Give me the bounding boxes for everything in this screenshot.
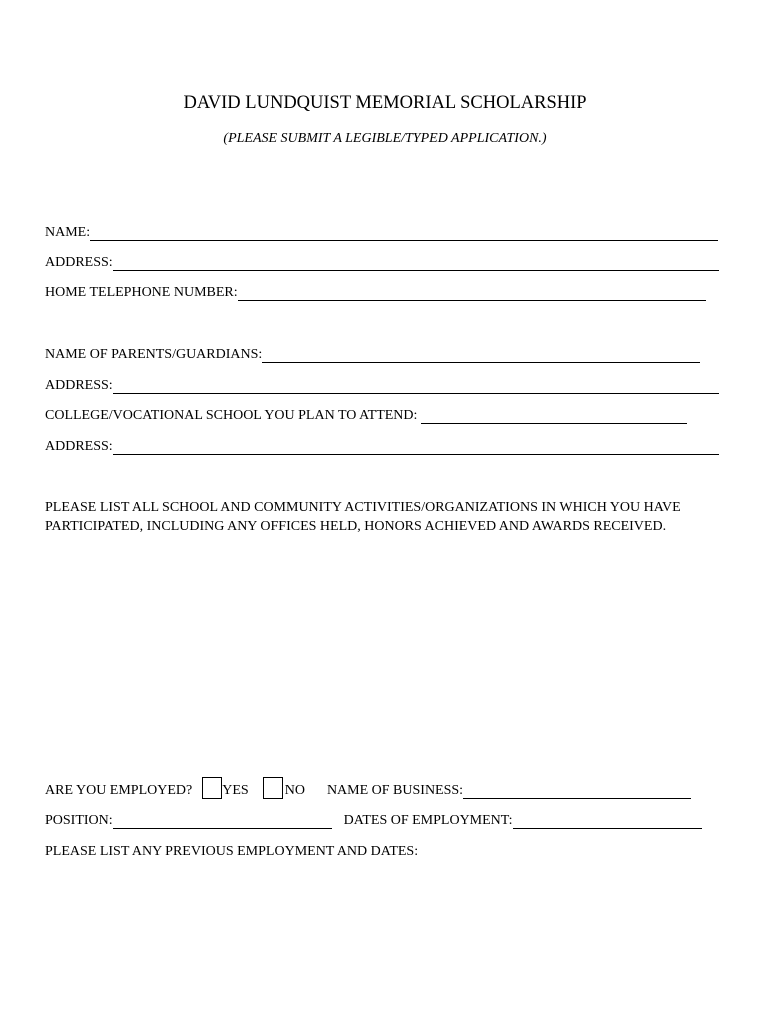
phone-row	[45, 284, 706, 301]
school-row	[45, 407, 687, 424]
address-field[interactable]	[113, 255, 719, 271]
parents-address-row	[45, 377, 719, 394]
dates-label: DATES OF EMPLOYMENT:	[343, 813, 513, 828]
activities-prompt: PLEASE LIST ALL SCHOOL AND COMMUNITY ACTIVITIES/ORGANIZATIONS IN WHICH YOU HAVE PARTICIPATED, INCLUDING ANY OFFICES HELD, HONORS ACHIEVED AND AWARDS RECEIVED.	[45, 500, 681, 534]
employed-yes-label: YES	[222, 783, 249, 798]
parents-field[interactable]	[262, 347, 700, 363]
school-label: COLLEGE/VOCATIONAL SCHOOL YOU PLAN TO ATTEND:	[45, 408, 421, 423]
school-address-field[interactable]	[113, 439, 719, 455]
employed-no-checkbox[interactable]	[263, 777, 283, 799]
employed-no-label: NO	[284, 783, 305, 798]
school-address-label: ADDRESS:	[45, 439, 113, 454]
address-label: ADDRESS:	[45, 255, 113, 270]
employed-row	[45, 777, 691, 799]
phone-field[interactable]	[238, 285, 706, 301]
position-row	[45, 812, 702, 829]
school-address-row	[45, 438, 719, 455]
parents-address-label: ADDRESS:	[45, 378, 113, 393]
activities-answer-area[interactable]	[45, 560, 725, 760]
position-label: POSITION:	[45, 813, 113, 828]
business-field[interactable]	[463, 783, 691, 799]
form-instructions: (PLEASE SUBMIT A LEGIBLE/TYPED APPLICATION.)	[223, 131, 547, 146]
parents-label: NAME OF PARENTS/GUARDIANS:	[45, 347, 263, 362]
name-label: NAME:	[45, 225, 91, 240]
parents-address-field[interactable]	[113, 378, 719, 394]
parents-row	[45, 346, 700, 363]
employed-label: ARE YOU EMPLOYED?	[45, 783, 193, 798]
position-field[interactable]	[113, 813, 332, 829]
business-label: NAME OF BUSINESS:	[326, 783, 464, 798]
phone-label: HOME TELEPHONE NUMBER:	[45, 285, 238, 300]
previous-employment-answer-area[interactable]	[45, 870, 725, 1000]
name-field[interactable]	[90, 225, 718, 241]
previous-employment-row	[45, 843, 418, 860]
dates-field[interactable]	[513, 813, 702, 829]
address-row	[45, 254, 719, 271]
name-row	[45, 224, 718, 241]
school-field[interactable]	[421, 408, 687, 424]
previous-employment-label: PLEASE LIST ANY PREVIOUS EMPLOYMENT AND DATES:	[45, 844, 419, 859]
employed-yes-checkbox[interactable]	[202, 777, 222, 799]
form-title: DAVID LUNDQUIST MEMORIAL SCHOLARSHIP	[183, 93, 587, 113]
